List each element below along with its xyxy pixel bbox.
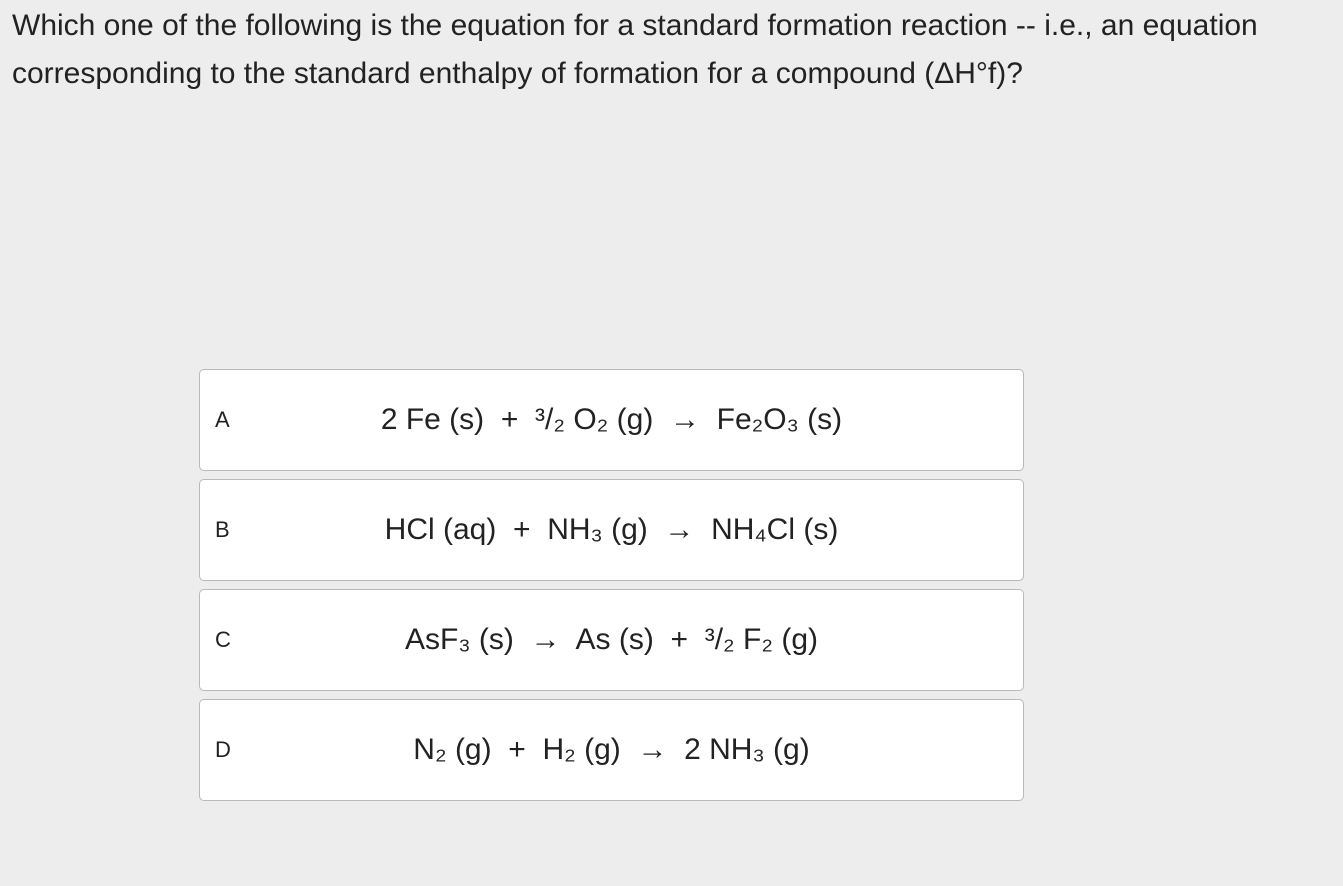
choice-letter: D — [215, 737, 231, 762]
choice-d[interactable] — [199, 699, 1024, 801]
choice-equation: 2 Fe (s) + ³/₂ O₂ (g) → Fe₂O₃ (s) — [380, 403, 843, 436]
choice-c[interactable] — [199, 589, 1024, 691]
answer-choices — [199, 369, 1024, 809]
choice-equation: HCl (aq) + NH₃ (g) → NH₄Cl (s) — [384, 513, 839, 546]
choice-b[interactable] — [199, 479, 1024, 581]
choice-a[interactable] — [199, 369, 1024, 471]
choice-equation: N₂ (g) + H₂ (g) → 2 NH₃ (g) — [413, 733, 810, 766]
choice-letter: B — [215, 517, 230, 542]
choice-equation: AsF₃ (s) → As (s) + ³/₂ F₂ (g) — [404, 623, 818, 656]
choice-letter: A — [215, 407, 230, 432]
choice-letter: C — [215, 627, 231, 652]
question-text: Which one of the following is the equation for a standard formation reaction -- i.e., an equation corresponding to the standard enthalpy of formation for a compound (ΔH°f)? — [12, 9, 1258, 90]
